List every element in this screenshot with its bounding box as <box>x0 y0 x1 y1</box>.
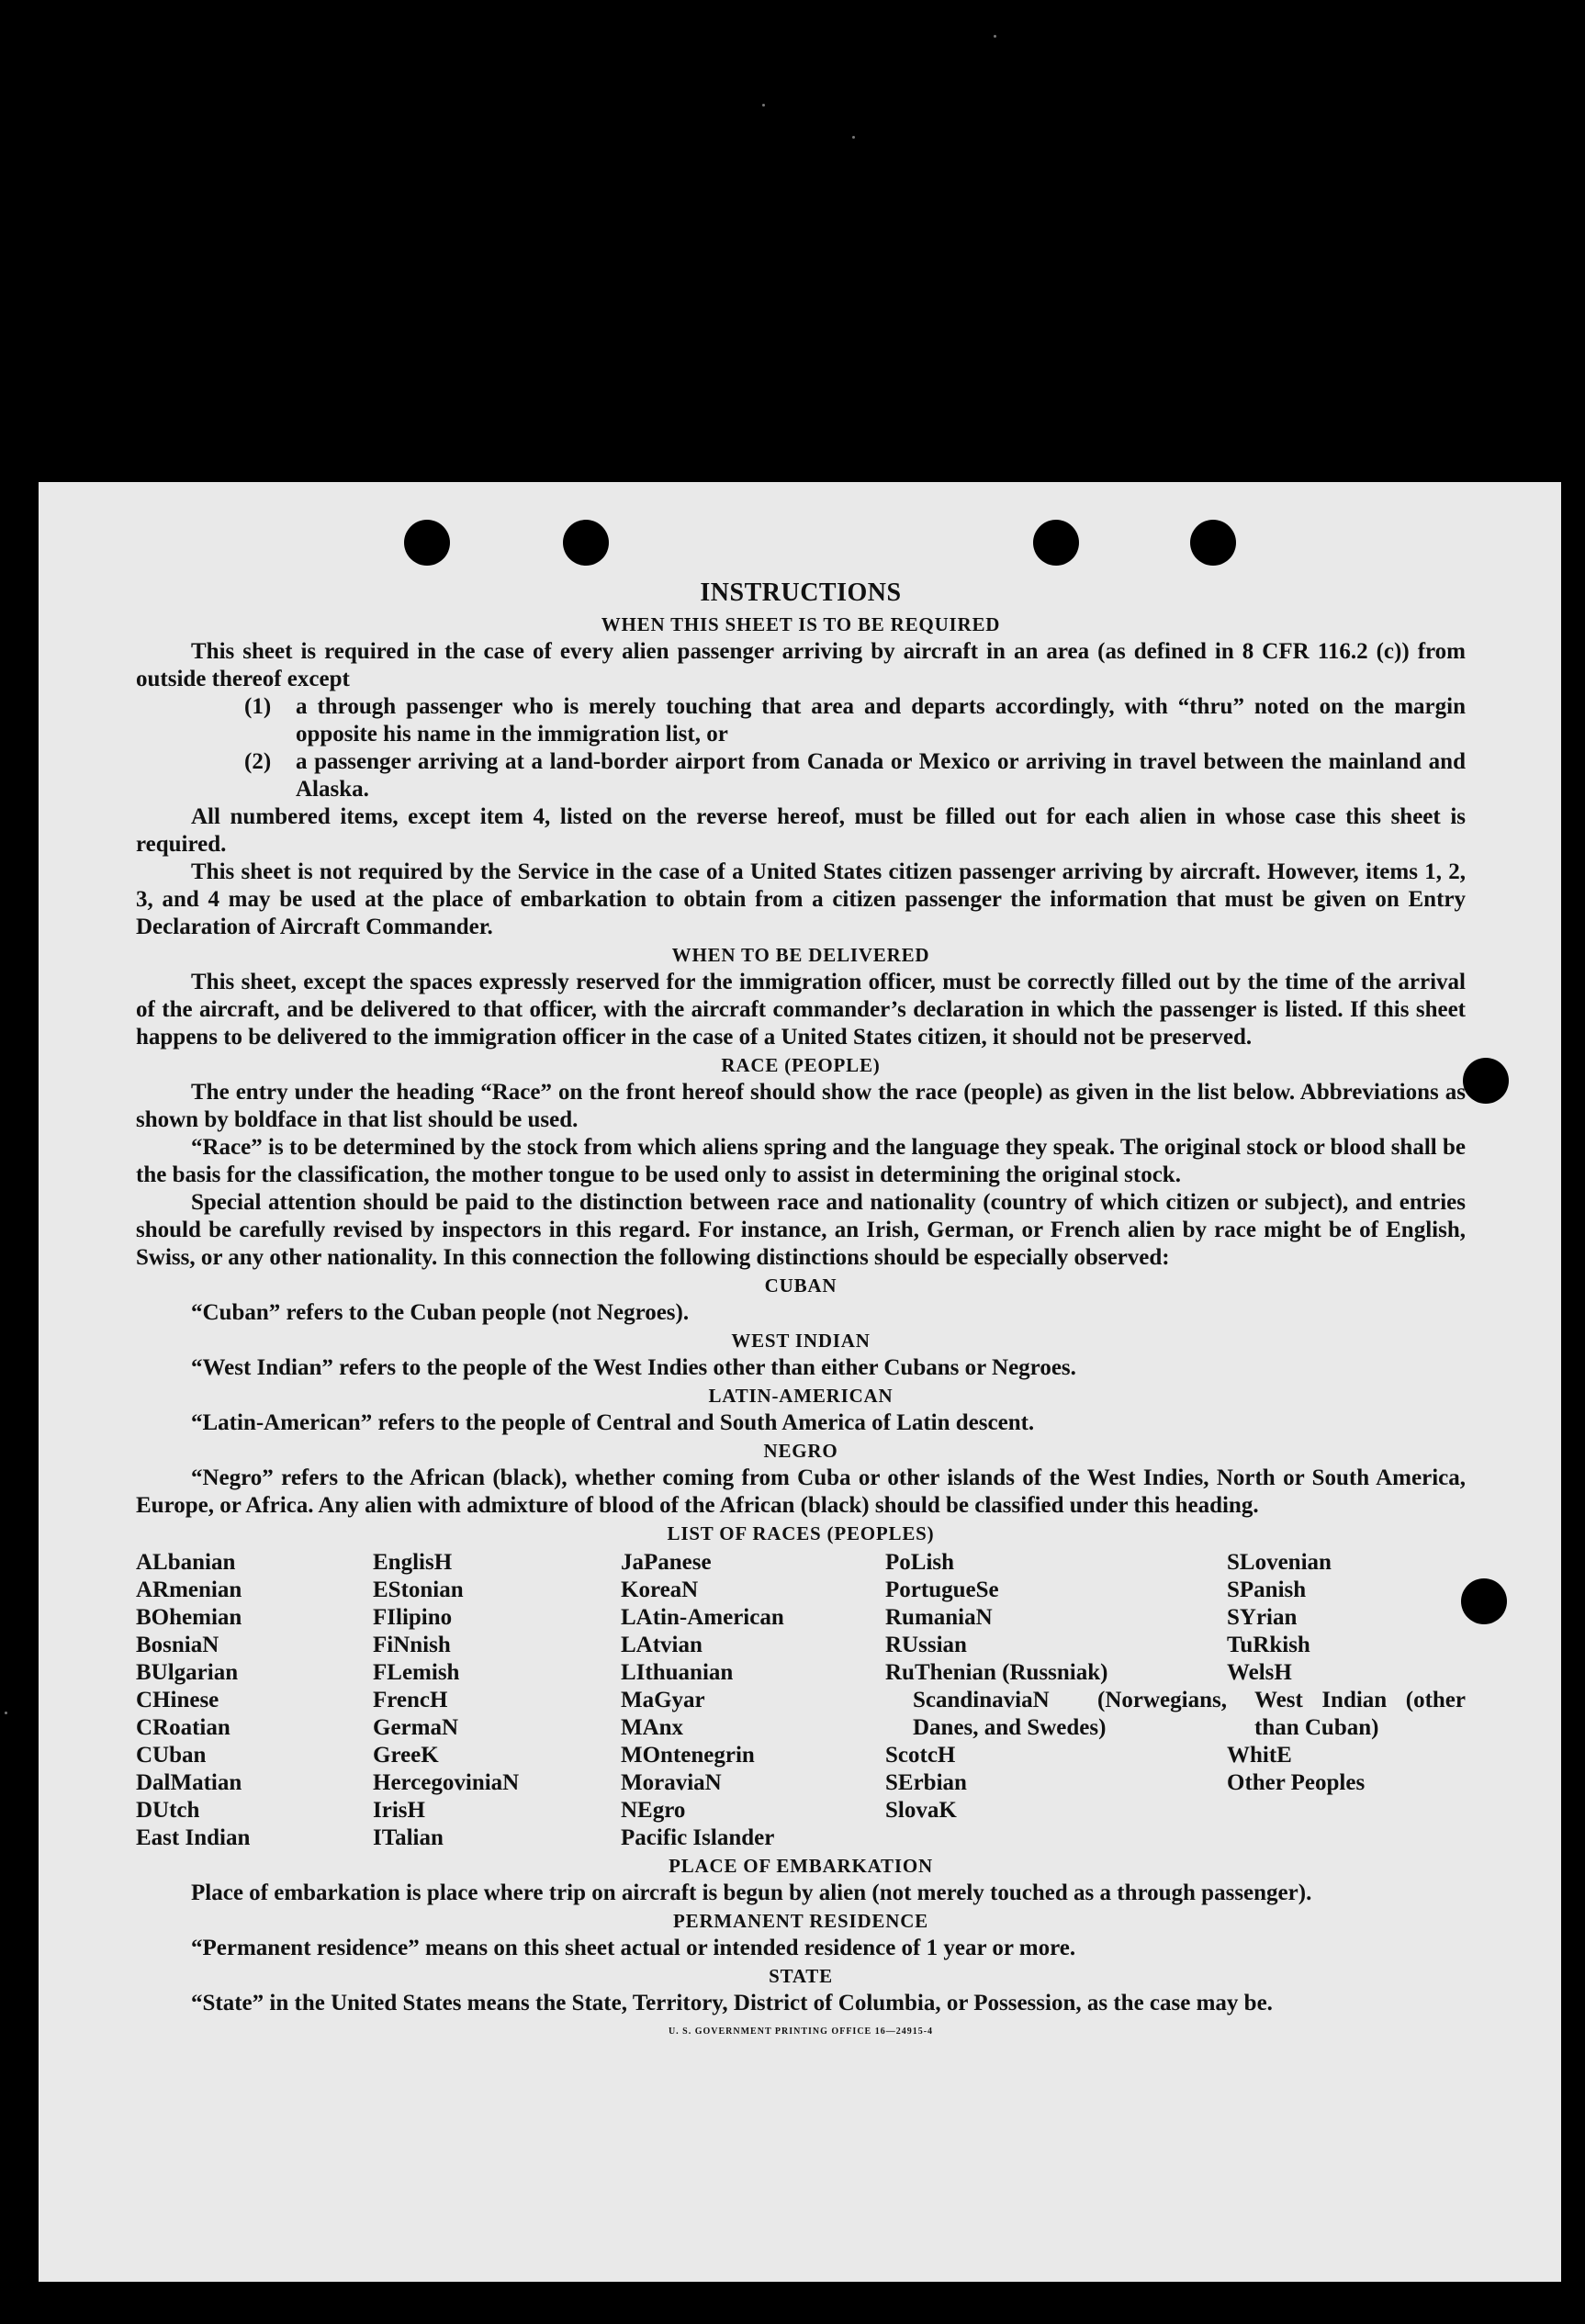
section-title-delivered: WHEN TO BE DELIVERED <box>671 944 930 966</box>
race-entry: KoreaN <box>621 1577 699 1602</box>
item-number: (1) <box>244 694 272 719</box>
race-entry: MaGyar <box>621 1688 705 1712</box>
races-column <box>621 1549 885 1852</box>
speck <box>852 136 855 139</box>
race-entry: DUtch <box>136 1798 200 1823</box>
race-entry: ITalian <box>373 1825 444 1850</box>
race-entry: FrencH <box>373 1688 448 1712</box>
paragraph: “West Indian” refers to the people of the West Indies other than either Cubans or Negroes. <box>191 1355 1076 1380</box>
race-entry: CRoatian <box>136 1715 230 1740</box>
race-entry: CUban <box>136 1743 207 1768</box>
race-entry: ARmenian <box>136 1577 242 1602</box>
race-entry: GermaN <box>373 1715 459 1740</box>
race-entry: IrisH <box>373 1798 425 1823</box>
paragraph: The entry under the heading “Race” on the front hereof should show the race (people) as given in the list below. Abbreviations as shown by boldface in that list should be used. <box>136 1080 1466 1132</box>
race-entry: MoraviaN <box>621 1770 722 1795</box>
race-entry: RumaniaN <box>885 1605 993 1630</box>
paragraph: “State” in the United States means the State, Territory, District of Columbia, or Possession, as the case may be. <box>191 1991 1273 2015</box>
paragraph: This sheet, except the spaces expressly reserved for the immigration officer, must be correctly filled out by the time of the arrival of the aircraft, and be delivered to that officer, with the aircraft commander’s declaration in which the passenger is listed. If this sheet happens to be delivered to the immigration officer in the case of a United States citizen, it should not be preserved. <box>136 970 1466 1050</box>
race-entry: CHinese <box>136 1688 219 1712</box>
item-number: (2) <box>244 749 272 774</box>
speck <box>5 1712 7 1714</box>
paragraph: “Latin-American” refers to the people of Central and South America of Latin descent. <box>191 1410 1035 1435</box>
race-entry: BosniaN <box>136 1633 219 1657</box>
race-entry: FiNnish <box>373 1633 451 1657</box>
section-title-required: WHEN THIS SHEET IS TO BE REQUIRED <box>601 613 1001 635</box>
race-entry: Other Peoples <box>1227 1770 1366 1795</box>
paragraph: “Permanent residence” means on this sheet actual or intended residence of 1 year or more. <box>191 1936 1076 1960</box>
punch-hole <box>1190 520 1236 566</box>
section-title-negro: NEGRO <box>763 1440 838 1462</box>
race-entry: East Indian <box>136 1825 251 1850</box>
section-title-races-list: LIST OF RACES (PEOPLES) <box>667 1522 935 1544</box>
race-entry: EStonian <box>373 1577 464 1602</box>
paragraph: “Race” is to be determined by the stock from which aliens spring and the language they speak. The original stock or blood shall be the basis for the classification, the mother tongue to be used only to assist in determining the original stock. <box>136 1135 1466 1187</box>
race-entry: FIlipino <box>373 1605 453 1630</box>
paragraph: All numbered items, except item 4, listed on the reverse hereof, must be filled out for each alien in whose case this sheet is required. <box>136 804 1466 857</box>
race-entry: LAtin-American <box>621 1605 784 1630</box>
race-entry: BUlgarian <box>136 1660 239 1685</box>
races-column <box>1227 1549 1466 1852</box>
race-entry: Pacific Islander <box>621 1825 775 1850</box>
paragraph: This sheet is not required by the Service in the case of a United States citizen passenger arriving by aircraft. However, items 1, 2, 3, and 4 may be used at the place of embarkation to obtain from a citizen passenger the information that must be given on Entry Declaration of Aircraft Commander. <box>136 859 1466 939</box>
race-entry: NEgro <box>621 1798 686 1823</box>
section-title-latin-american: LATIN-AMERICAN <box>708 1385 894 1407</box>
paragraph: This sheet is required in the case of every alien passenger arriving by aircraft in an area (as defined in 8 CFR 116.2 (c)) from outside thereof except <box>136 639 1466 691</box>
race-entry: SPanish <box>1227 1577 1307 1602</box>
race-entry: LIthuanian <box>621 1660 734 1685</box>
race-entry: PoLish <box>885 1550 955 1575</box>
races-column <box>885 1549 1227 1852</box>
race-entry: PortugueSe <box>885 1577 999 1602</box>
exception-item <box>244 693 1466 748</box>
item-text: a passenger arriving at a land-border airport from Canada or Mexico or arriving in travel between the mainland and Alaska. <box>296 749 1466 802</box>
race-entry: TuRkish <box>1227 1633 1310 1657</box>
paragraph: Special attention should be paid to the distinction between race and nationality (country of which citizen or subject), and entries should be carefully revised by inspectors in this regard. For instance, an Irish, German, or French alien by race might be of English, Swiss, or any other nationality. In this connection the following distinctions should be especially observed: <box>136 1190 1466 1270</box>
race-entry: GreeK <box>373 1743 439 1768</box>
paragraph: “Negro” refers to the African (black), whether coming from Cuba or other islands of the West Indies, North or South America, Europe, or Africa. Any alien with admixture of blood of the African (black) should be classified under this heading. <box>136 1465 1466 1518</box>
section-title-race: RACE (PEOPLE) <box>721 1054 881 1076</box>
item-text: a through passenger who is merely touching that area and departs accordingly, with “thru” noted on the margin opposite his name in the immigration list, or <box>296 694 1466 747</box>
race-entry: MOntenegrin <box>621 1743 755 1768</box>
race-entry: RUssian <box>885 1633 967 1657</box>
race-entry: SLovenian <box>1227 1550 1332 1575</box>
punch-hole <box>1461 1578 1507 1624</box>
section-title-residence: PERMANENT RESIDENCE <box>673 1910 928 1932</box>
race-entry: WelsH <box>1227 1660 1292 1685</box>
race-entry: FLemish <box>373 1660 460 1685</box>
speck <box>762 104 765 107</box>
instructions-text <box>136 576 1466 2041</box>
race-entry: LAtvian <box>621 1633 703 1657</box>
paragraph: “Cuban” refers to the Cuban people (not Negroes). <box>191 1300 690 1325</box>
exception-item <box>244 748 1466 803</box>
race-entry: SYrian <box>1227 1605 1298 1630</box>
races-list <box>136 1549 1466 1852</box>
race-entry: WhitE <box>1227 1743 1292 1768</box>
race-entry: JaPanese <box>621 1550 712 1575</box>
race-entry: SErbian <box>885 1770 967 1795</box>
section-title-embarkation: PLACE OF EMBARKATION <box>669 1855 933 1877</box>
race-entry: West Indian (other than Cuban) <box>1254 1688 1466 1740</box>
speck <box>994 35 996 38</box>
race-entry: ALbanian <box>136 1550 236 1575</box>
punch-hole <box>1033 520 1079 566</box>
races-column <box>373 1549 621 1852</box>
page-title: INSTRUCTIONS <box>700 578 902 607</box>
race-entry: HercegoviniaN <box>373 1770 520 1795</box>
section-title-west-indian: WEST INDIAN <box>731 1330 871 1352</box>
race-entry: ScotcH <box>885 1743 956 1768</box>
race-entry: DalMatian <box>136 1770 242 1795</box>
printer-imprint: U. S. GOVERNMENT PRINTING OFFICE 16—24915-4 <box>668 2026 934 2037</box>
paragraph: Place of embarkation is place where trip on aircraft is begun by alien (not merely touched as a through passenger). <box>191 1881 1312 1905</box>
punch-hole <box>1463 1058 1509 1104</box>
race-entry: MAnx <box>621 1715 684 1740</box>
instruction-sheet <box>39 482 1561 2282</box>
race-entry: ScandinaviaN (Norwegians, Danes, and Swedes) <box>913 1688 1227 1740</box>
section-title-state: STATE <box>769 1965 833 1987</box>
race-entry: BOhemian <box>136 1605 242 1630</box>
races-column <box>136 1549 373 1852</box>
race-entry: RuThenian (Russniak) <box>885 1660 1108 1685</box>
race-entry: EnglisH <box>373 1550 453 1575</box>
race-entry: SlovaK <box>885 1798 957 1823</box>
section-title-cuban: CUBAN <box>764 1274 837 1297</box>
punch-hole <box>563 520 609 566</box>
punch-hole <box>404 520 450 566</box>
